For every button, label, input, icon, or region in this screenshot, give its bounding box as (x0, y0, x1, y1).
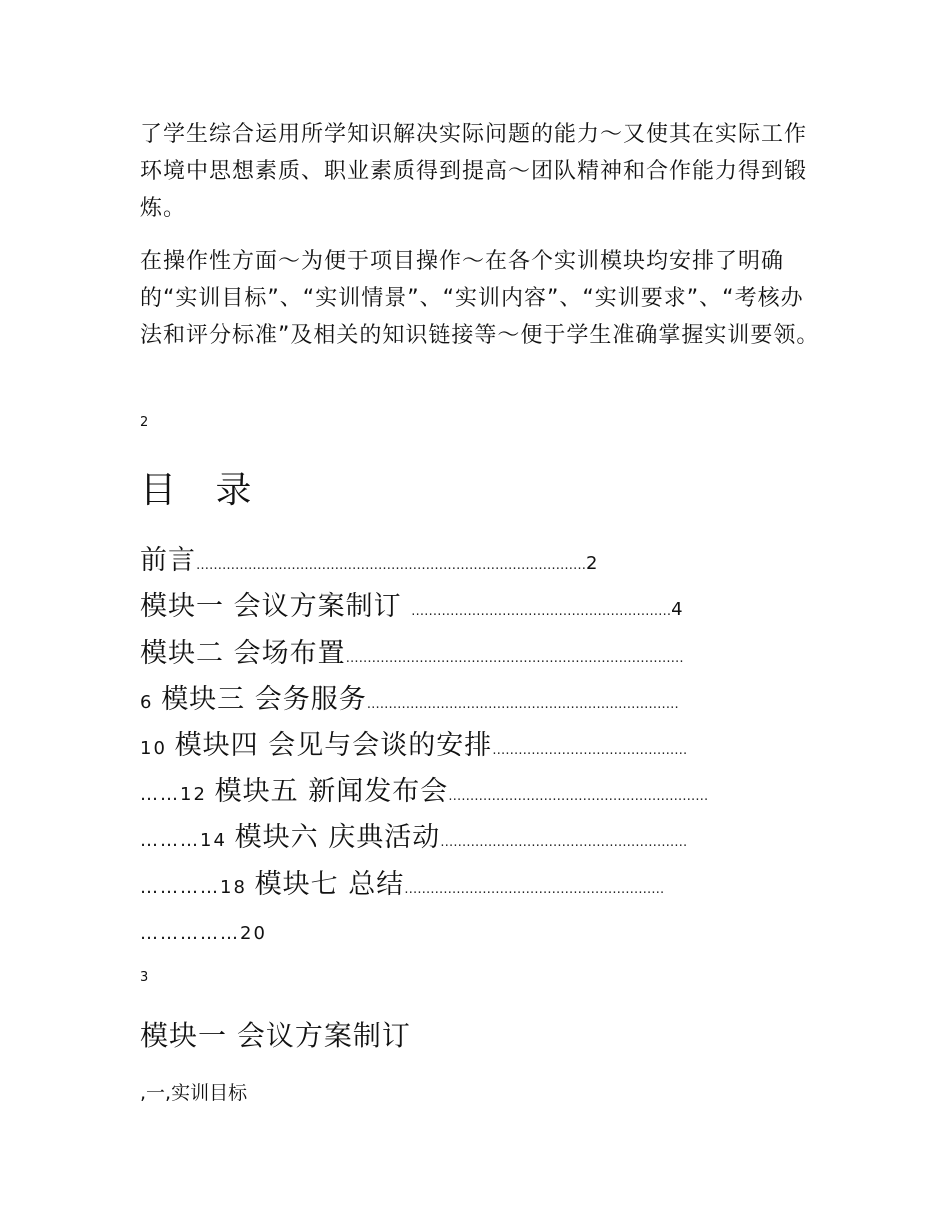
toc-line-prefix: 10 (140, 738, 175, 759)
toc-line-label: 模块四 会见与会谈的安排 (174, 730, 493, 761)
toc-line[interactable] (140, 862, 664, 901)
toc-line[interactable] (140, 677, 679, 716)
toc-line[interactable] (140, 631, 684, 670)
section-heading: 模块一 会议方案制订 (140, 1019, 411, 1052)
toc-line[interactable] (140, 815, 687, 854)
page-number: 2 (140, 415, 149, 430)
toc-line-label: 模块二 会场布置 (140, 638, 346, 669)
toc-title: 目 录 (140, 470, 266, 511)
toc-line[interactable] (140, 538, 599, 577)
toc-line-label: 模块六 庆典活动 (234, 822, 441, 853)
toc-line-prefix: 6 (140, 692, 162, 713)
toc-line-label: 模块三 会务服务 (161, 684, 367, 715)
toc-page-number: 4 (671, 599, 685, 620)
toc-line-prefix: …………18 (140, 877, 255, 898)
toc-line-label: 模块五 新闻发布会 (214, 776, 449, 807)
toc-line[interactable] (140, 915, 267, 946)
toc-line-label: 前言 (140, 545, 196, 576)
toc-line[interactable] (140, 584, 685, 623)
toc-leader-dots: ……………………………………………………………… (366, 697, 679, 712)
toc-line-label: 模块一 会议方案制订 (140, 591, 412, 622)
page-number: 3 (140, 970, 149, 985)
toc-page-number: 2 (586, 553, 600, 574)
toc-line-prefix: ……12 (140, 784, 215, 805)
toc-leader-dots: …………………………………………………… (411, 604, 672, 619)
paragraph-2: 在操作性方面～为便于项目操作～在各个实训模块均安排了明确的“实训目标”、“实训情景”、“实训内容”、“实训要求”、“考核办法和评分标准”及相关的知识链接等～便于学生准确掌握实训要领。 (140, 249, 820, 348)
toc-leader-dots: …………………………………………………………………… (345, 651, 684, 666)
toc-leader-dots: ……………………………………………………………………………… (196, 558, 586, 573)
toc-leader-dots: …………………………………………………… (404, 882, 665, 897)
toc-line[interactable] (140, 723, 687, 762)
toc-leader-dots: …………………………………………………… (448, 789, 709, 804)
toc-leader-dots: ………………………………………………… (440, 835, 688, 850)
toc-line-prefix: ………14 (140, 830, 235, 851)
paragraph-1: 了学生综合运用所学知识解决实际问题的能力～又使其在实际工作环境中思想素质、职业素质得到提高～团队精神和合作能力得到锻炼。 (140, 122, 808, 221)
toc-line[interactable] (140, 769, 708, 808)
toc-leader-dots: ……………………………………… (492, 743, 688, 758)
toc-line-label: 模块七 总结 (254, 869, 405, 900)
subheading: ,一,实训目标 (140, 1082, 248, 1104)
toc-line-prefix: ……………20 (140, 923, 267, 944)
